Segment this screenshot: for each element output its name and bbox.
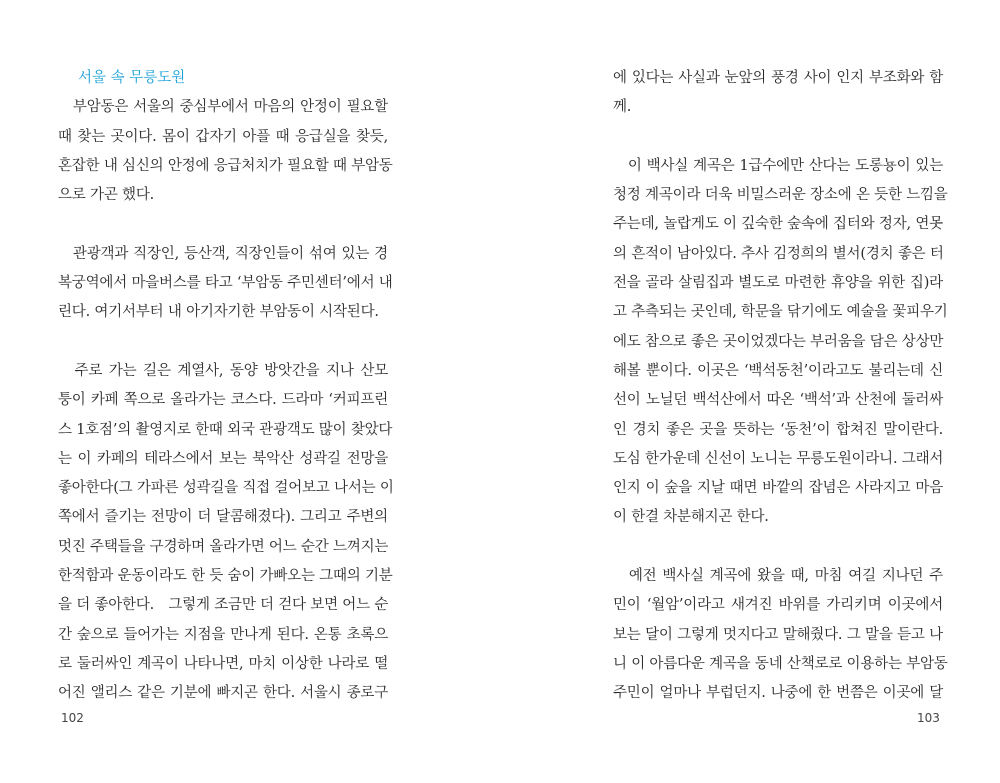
text-line: 퉁이 카페 쪽으로 올라가는 코스다. 드라마 ‘커피프린 [58,392,388,409]
paragraph-break [58,210,388,239]
text-line: 민이 ‘월암’이라고 새겨진 바위를 가리키며 이곳에서 [613,597,943,614]
text-line: 인지 이 숲을 지날 때면 바깥의 잡념은 사라지고 마음 [613,480,943,497]
paragraph-break [58,328,388,357]
right-page [613,0,948,783]
text-line: 복궁역에서 마을버스를 타고 ‘부암동 주민센터’에서 내 [58,275,393,292]
text-line: 혼잡한 내 심신의 안정에 응급처치가 필요할 때 부암동 [58,157,393,174]
right-text-column [613,64,948,709]
text-line: 주는데, 놀랍게도 이 깊숙한 숲속에 집터와 정자, 연못 [613,216,943,233]
text-line: 을 더 좋아한다. 그렇게 조금만 더 걷다 보면 어느 순 [58,597,389,614]
text-line: 해볼 뿐이다. 이곳은 ‘백석동천’이라고도 불리는데 신 [613,362,943,379]
text-line: 에도 참으로 좋은 곳이었겠다는 부러움을 담은 상상만 [613,333,944,350]
text-line: 인 경치 좋은 곳을 뜻하는 ‘동천’이 합쳐진 말이란다. [613,421,943,438]
left-page [58,0,394,783]
text-line: 전을 골라 살림집과 별도로 마련한 휴양을 위한 집)라 [613,275,943,292]
page-number-right: 103 [917,711,940,725]
text-line: 이 한결 차분해지곤 한다. [613,509,769,526]
text-line: 청정 계곡이라 더욱 비밀스러운 장소에 온 듯한 느낌을 [613,187,948,204]
page-number-left: 102 [61,711,84,725]
text-line: 께. [613,99,632,116]
text-line: 주민이 얼마나 부럽던지. 나중에 한 번쯤은 이곳에 달 [613,685,943,702]
text-line: 니 이 아름다운 계곡을 동네 산책로로 이용하는 부암동 [613,655,948,672]
text-line: 로 둘러싸인 계곡이 나타나면, 마치 이상한 나라로 떨 [58,655,388,672]
text-line: 의 흔적이 남아있다. 추사 김정희의 별서(경치 좋은 터 [613,245,944,262]
text-line: 부암동은 서울의 중심부에서 마음의 안정이 필요할 [58,99,388,116]
text-line: 예전 백사실 계곡에 왔을 때, 마침 여길 지나던 주 [613,568,943,585]
text-line: 주로 가는 길은 계열사, 동양 방앗간을 지나 산모 [58,362,388,379]
text-line: 스 1호점’의 촬영지로 한때 외국 관광객도 많이 찾았다 [58,421,393,438]
section-heading: 서울 속 무릉도원 [78,70,186,86]
text-line: 한적함과 운동이라도 한 듯 숨이 가빠오는 그때의 기분 [58,568,393,585]
text-line: 어진 앨리스 같은 기분에 빠지곤 한다. 서울시 종로구 [58,685,388,702]
text-line: 좋아한다(그 가파른 성곽길을 직접 걸어보고 나서는 이 [58,480,394,497]
text-line: 간 숲으로 들어가는 지점을 만나게 된다. 온통 초록으 [58,626,388,643]
text-line: 이 백사실 계곡은 1급수에만 산다는 도롱뇽이 있는 [613,157,943,174]
text-line: 때 찾는 곳이다. 몸이 갑자기 아플 때 응급실을 찾듯, [58,128,388,145]
text-line: 고 추측되는 곳인데, 학문을 닦기에도 예술을 꽃피우기 [613,304,948,321]
text-line: 으로 가곤 했다. [58,187,155,204]
text-line: 린다. 여기서부터 내 아기자기한 부암동이 시작된다. [58,304,379,321]
text-line: 에 있다는 사실과 눈앞의 풍경 사이 인지 부조화와 함 [613,70,943,86]
text-line: 선이 노닐던 백석산에서 따온 ‘백석’과 산천에 둘러싸 [613,392,943,409]
text-line: 쪽에서 즐기는 전망이 더 달콤해졌다). 그리고 주변의 [58,509,388,526]
left-text-column [58,64,394,709]
text-line: 도심 한가운데 신선이 노니는 무릉도원이라니. 그래서 [613,450,944,467]
text-line: 멋진 주택들을 구경하며 올라가면 어느 순간 느껴지는 [58,538,389,555]
text-line: 보는 달이 그렇게 멋지다고 말해줬다. 그 말을 듣고 나 [613,626,943,643]
text-line: 는 이 카페의 테라스에서 보는 북악산 성곽길 전망을 [58,450,388,467]
paragraph-break [613,123,943,152]
text-line: 관광객과 직장인, 등산객, 직장인들이 섞여 있는 경 [58,245,388,262]
paragraph-break [613,533,943,562]
